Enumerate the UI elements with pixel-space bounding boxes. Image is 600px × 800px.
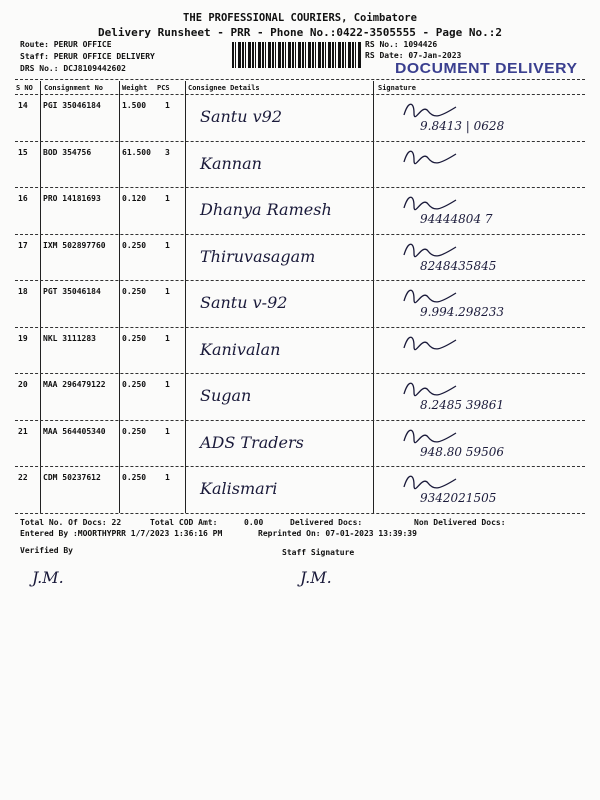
row-divider [15,466,585,467]
signature-scribble [400,99,460,121]
col-divider [373,81,374,513]
col-sno: S NO [16,84,33,92]
row-consignment: PGT 35046184 [43,287,101,296]
row-divider [15,327,585,328]
row-pcs: 1 [165,287,170,296]
row-sno: 21 [18,426,28,436]
col-divider [40,81,41,513]
row-sno: 14 [18,101,28,110]
row-pcs: 3 [165,147,170,157]
col-consignee: Consignee Details [188,84,260,92]
signature-scribble [400,332,460,354]
row-consignment: NKL 3111283 [43,333,96,343]
runsheet-subtitle: Delivery Runsheet - PRR - Phone No.:0422-3505555 - Page No.:2 [98,26,502,39]
row-weight: 0.250 [122,240,147,250]
company-title: THE PROFESSIONAL COURIERS, Coimbatore [183,12,417,24]
col-divider [119,81,120,513]
verified-initials: J.M. [32,568,64,587]
staff-label: Staff: PERUR OFFICE DELIVERY [20,52,155,61]
signature-scribble [400,192,460,214]
staff-initials: J.M. [300,568,332,587]
reprinted-on: Reprinted On: 07-01-2023 13:39:39 [258,529,417,538]
row-divider [15,280,585,281]
row-divider [15,513,585,514]
row-consignment: MAA 564405340 [43,426,106,436]
col-consignment: Consignment No [44,84,104,92]
signature-scribble [400,239,460,261]
row-consignment: PRO 14181693 [43,194,101,203]
row-consignee: Thiruvasagam [200,246,316,266]
row-pcs: 1 [165,101,170,110]
row-sno: 16 [18,194,28,203]
row-pcs: 1 [165,333,170,343]
row-sno: 22 [18,473,28,482]
row-weight: 0.250 [122,473,147,482]
row-divider [15,187,585,188]
verified-by-label: Verified By [20,546,73,555]
row-phone: 948.80 59506 [420,444,504,459]
row-consignment: IXM 502897760 [43,240,106,250]
drs-number: DRS No.: DCJ8109442602 [20,64,126,73]
row-consignee: ADS Traders [200,432,304,452]
row-sno: 18 [18,287,28,296]
total-cod-value: 0.00 [244,518,264,527]
row-consignee: Santu v-92 [200,293,288,312]
total-docs: Total No. Of Docs: 22 [20,518,122,527]
col-weight: Weight [122,84,148,92]
row-consignment: BOD 354756 [43,147,92,157]
row-sno: 20 [18,380,28,389]
row-weight: 0.250 [122,333,147,343]
signature-scribble [400,378,460,400]
rs-number: RS No.: 1094426 [365,40,438,49]
row-weight: 0.250 [122,287,147,296]
row-consignment: MAA 296479122 [43,380,106,389]
row-weight: 0.120 [122,194,147,203]
row-pcs: 1 [165,240,170,250]
row-consignee: Kanivalan [200,339,281,359]
row-consignee: Kannan [200,153,262,173]
row-weight: 0.250 [122,426,147,436]
signature-scribble [400,471,460,493]
entered-by: Entered By :MOORTHYPRR 1/7/2023 1:36:16 PM [20,529,223,538]
row-consignee: Santu v92 [200,107,283,126]
row-phone: 9342021505 [420,491,497,505]
signature-scribble [400,285,460,307]
row-consignment: PGI 35046184 [43,101,101,110]
row-phone: 9.8413 | 0628 [420,119,505,133]
signature-scribble [400,425,460,447]
staff-signature-label: Staff Signature [282,548,355,557]
row-weight: 61.500 [122,147,151,157]
row-pcs: 1 [165,380,170,389]
non-delivered-docs: Non Delivered Docs: [414,518,506,527]
row-weight: 0.250 [122,380,147,389]
row-consignee: Kalismari [200,479,278,498]
row-consignee: Sugan [200,386,252,405]
row-sno: 15 [18,147,28,157]
barcode [232,42,362,68]
signature-scribble [400,146,460,168]
header-divider-bottom [15,94,585,95]
row-consignee: Dhanya Ramesh [200,200,332,219]
total-cod-label: Total COD Amt: [150,518,218,527]
row-phone: 8248435845 [420,258,497,273]
row-phone: 9.994.298233 [420,305,504,319]
row-divider [15,234,585,235]
row-pcs: 1 [165,426,170,436]
col-pcs: PCS [157,84,170,92]
header-divider [15,79,585,80]
row-divider [15,373,585,374]
rs-date: RS Date: 07-Jan-2023 [365,51,462,60]
row-sno: 19 [18,333,28,343]
col-divider [185,81,186,513]
delivered-docs: Delivered Docs: [290,518,363,527]
row-divider [15,141,585,142]
document-delivery-stamp: DOCUMENT DELIVERY [395,60,578,77]
col-signature: Signature [378,84,416,92]
route-label: Route: PERUR OFFICE [20,40,112,49]
row-pcs: 1 [165,194,170,203]
row-pcs: 1 [165,473,170,482]
row-consignment: CDM 50237612 [43,473,101,482]
row-phone: 94444804 7 [420,212,493,226]
row-weight: 1.500 [122,101,147,110]
row-phone: 8.2485 39861 [420,398,504,412]
row-divider [15,420,585,421]
row-sno: 17 [18,240,28,250]
